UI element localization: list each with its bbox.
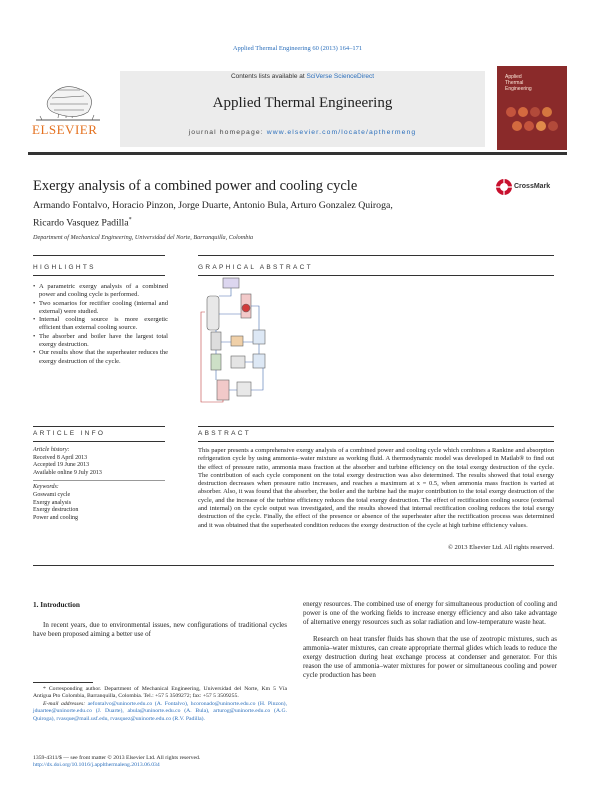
corresponding-author-note: * Corresponding author. Department of Mechanical Engineering, Universidad del Norte, Km 5 Vía Antigua Pto Colombia, Barranquilla, Colombia. Tel.: +57 5 3509272; fax: +57 5 3509255. (33, 686, 287, 700)
highlight-item: • A parametric exergy analysis of a combined power and cooling cycle is performed. (33, 283, 168, 300)
highlight-item: • Two scenarios for rectifier cooling (internal and external) were studied. (33, 300, 168, 317)
intro-paragraph: In recent years, due to environmental issues, new configurations of traditional cycles have been proposed aiming a better use of (33, 621, 287, 639)
issn-block (33, 755, 287, 770)
author-affiliation: Department of Mechanical Engineering, Universidad del Norte, Barranquilla, Colombia (33, 234, 254, 241)
highlights-heading: HIGHLIGHTS (33, 264, 96, 271)
journal-homepage (120, 129, 485, 136)
email-label: E-mail addresses: (43, 700, 86, 707)
homepage-prefix: journal homepage: (188, 129, 267, 136)
author-list (33, 199, 493, 230)
intro-paragraph: Research on heat transfer fluids has shown that the use of zeotropic mixtures, such as ammonia–water mixtures, can create appropriate thermal glides which leads to reduce the exergy destruction during heat exchange process at condenser and generator. For this reason the use of ammonia–water mixtures for power or simultaneous cooling and power cycle production has been (303, 634, 557, 680)
article-info-under-rule (33, 441, 165, 442)
abstract-bottom-rule (33, 565, 554, 566)
crossmark-label: CrossMark (514, 183, 551, 190)
sciencedirect-link[interactable]: SciVerse ScienceDirect (306, 73, 375, 80)
email-addresses[interactable]: aefontalvo@uninorte.edu.co (A. Fontalvo), hcoronado@uninorte.edu.co (H. Pinzon), jduartee@uninorte.edu.co (J. Duarte), abula@uninorte.edu.co (A. Bula), arturog@uninorte.edu.co (A.G. Quiroga), rvasque@mail.usf.edu, rvasquez@uninorte.edu.co (R.V. Padilla). (33, 700, 287, 722)
cover-title-line-1: Applied (505, 74, 522, 80)
footnote (33, 686, 287, 723)
keywords-label: Keywords: (33, 484, 59, 491)
left-column (33, 600, 287, 640)
highlights-top-rule (33, 255, 165, 256)
keyword: Exergy analysis (33, 499, 72, 506)
issn-line: 1359-4311/$ — see front matter © 2013 Elsevier Ltd. All rights reserved. (33, 755, 201, 761)
authors-line-1: Armando Fontalvo, Horacio Pinzon, Jorge Duarte, Antonio Bula, Arturo Gonzalez Quiroga, (33, 200, 393, 211)
doi-link[interactable]: http://dx.doi.org/10.1016/j.applthermaleng.2013.06.034 (33, 762, 160, 769)
cover-pattern-icon (501, 100, 563, 140)
highlights-list (33, 283, 168, 366)
highlight-item: • Internal cooling source is more exergetic efficient than external cooling source. (33, 316, 168, 333)
article-info (33, 447, 165, 522)
journal-citation[interactable]: Applied Thermal Engineering 60 (2013) 164–171 (232, 45, 363, 52)
contents-prefix: Contents lists available at (230, 73, 307, 80)
cover-title-line-2: Thermal (505, 80, 524, 86)
elsevier-tree-logo (28, 70, 114, 150)
copyright-line: © 2013 Elsevier Ltd. All rights reserved. (447, 544, 554, 551)
highlight-item: • Our results show that the superheater reduces the exergy destruction of the cycle. (33, 349, 168, 366)
history-label: Article history: (33, 447, 70, 453)
article-title: Exergy analysis of a combined power and cooling cycle (33, 178, 358, 194)
header-rule (28, 152, 567, 155)
article-info-heading: ARTICLE INFO (33, 430, 106, 437)
homepage-link[interactable]: www.elsevier.com/locate/apthermeng (266, 129, 417, 136)
online-date: Available online 9 July 2013 (33, 469, 102, 476)
contents-line (120, 73, 485, 80)
highlights-under-rule (33, 275, 165, 276)
article-info-top-rule (33, 426, 165, 427)
journal-title: Applied Thermal Engineering (212, 95, 393, 111)
ga-top-rule (198, 255, 554, 256)
journal-cover-thumbnail[interactable] (497, 66, 567, 150)
crossmark-icon (495, 178, 513, 196)
graphical-abstract-heading: GRAPHICAL ABSTRACT (198, 264, 313, 271)
accepted-date: Accepted 19 June 2013 (33, 462, 90, 469)
highlight-item: • The absorber and boiler have the largest total exergy destruction. (33, 333, 168, 350)
corresponding-author-mark[interactable]: * (128, 217, 132, 223)
crossmark-badge[interactable] (495, 178, 565, 200)
abstract-text: This paper presents a comprehensive exergy analysis of a combined power and cooling cycle which combines a Rankine and absorption refrigeration cycle by using ammonia–water mixture as working fluid. A thermodynamic model was developed in Matlab® to find out the effect of pressure ratio, ammonia mass fraction at the absorber and turbine efficiency on the total exergy destruction of the cycle. The contribution of each cycle component on the total exergy destruction was also determined. The results showed that total exergy destruction decreases when pressure ratio increases, and reaches a maximum at x = 0.5, when ammonia mass fraction is varied at absorber. Also, it was found that the absorber, the boiler and the turbine had the major contribution to the total exergy destruction of the cycle, and the increase of the turbine efficiency reduces the total exergy destruction. The effect of rectification cooling source (external and internal) on the cycle output was investigated, and the results showed that internal rectification cooling reduces the total exergy destruction of the cycle. Finally, the effect of the presence or absence of the superheater after the rectification process was determined and it was obtained that the superheated condition reduces the exergy destruction of the cycle at high turbine efficiency values. (198, 447, 554, 529)
abstract-top-rule (198, 426, 554, 427)
intro-heading: 1. Introduction (33, 600, 80, 609)
cover-title-line-3: Engineering (505, 86, 532, 92)
footnote-rule (33, 682, 93, 683)
received-date: Received 8 April 2013 (33, 454, 88, 461)
graphical-abstract-diagram[interactable] (197, 272, 272, 418)
elsevier-wordmark: ELSEVIER (32, 122, 98, 137)
right-column (303, 600, 557, 681)
keyword: Power and cooling (33, 514, 78, 521)
abstract-under-rule (198, 441, 554, 442)
intro-paragraph: energy resources. The combined use of energy for simultaneous production of cooling and power is one of the working fields to increase energy efficiency and also take advantage of alternative energy resources such as solar radiation and low-temperature waste heat. (303, 600, 557, 627)
authors-line-2: Ricardo Vasquez Padilla (33, 217, 129, 229)
keyword: Goswami cycle (33, 491, 71, 498)
cover-title (505, 74, 532, 92)
abstract-heading: ABSTRACT (198, 430, 252, 437)
keyword: Exergy destruction (33, 507, 79, 514)
